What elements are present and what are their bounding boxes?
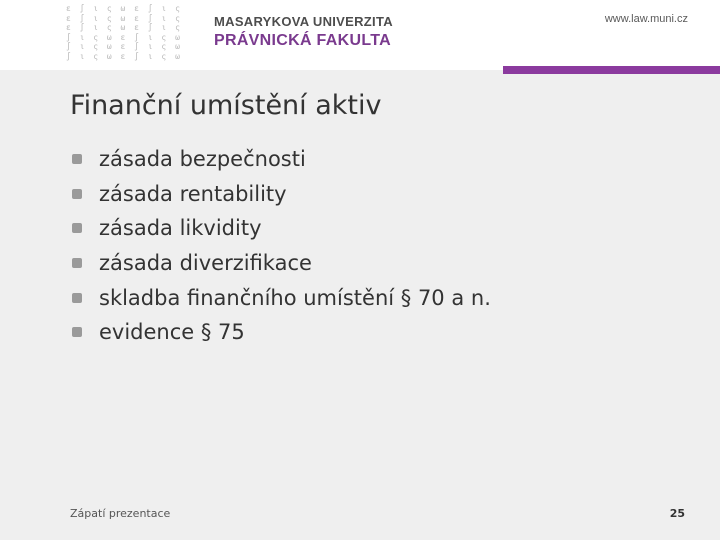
bullet-square-icon [72,258,82,268]
bullet-square-icon [72,293,82,303]
bullet-item [70,211,491,246]
bullet-text: zásada bezpečnosti [99,147,306,172]
bullet-item [70,246,491,281]
slide-header [0,0,720,70]
bullet-square-icon [72,189,82,199]
bullet-text: zásada diverzifikace [99,251,312,276]
bullet-text: zásada likvidity [99,216,262,241]
logo-pattern: ε ∫ ι ς ω ε ∫ ι ς ε ∫ ι ς ω ε ∫ ι ς ε ∫ ι ς ω ε ∫ ι ς ∫ ι ς ω ε ∫ ι ς ω ∫ ι ς ω ε ∫ ι ς ω ∫ ι ς ω ε ∫ ι ς ω [66,4,182,61]
bullet-item [70,142,491,177]
bullet-item [70,177,491,212]
website-url[interactable]: www.law.muni.cz [604,13,688,25]
bullet-text: zásada rentability [99,181,287,206]
bullet-list [70,142,491,350]
bullet-square-icon [72,223,82,233]
slide-title: Finanční umístění aktiv [70,90,382,121]
bullet-item [70,315,491,350]
bullet-text: evidence § 75 [99,320,245,345]
bullet-text: skladba finančního umístění § 70 a n. [99,285,491,310]
bullet-square-icon [72,327,82,337]
page-number: 25 [669,507,685,520]
bullet-item [70,280,491,315]
bullet-square-icon [72,154,82,164]
accent-bar [503,66,720,74]
faculty-name: PRÁVNICKÁ FAKULTA [214,32,391,49]
footer-text: Zápatí prezentace [70,507,171,520]
university-name: MASARYKOVA UNIVERZITA [214,14,393,29]
